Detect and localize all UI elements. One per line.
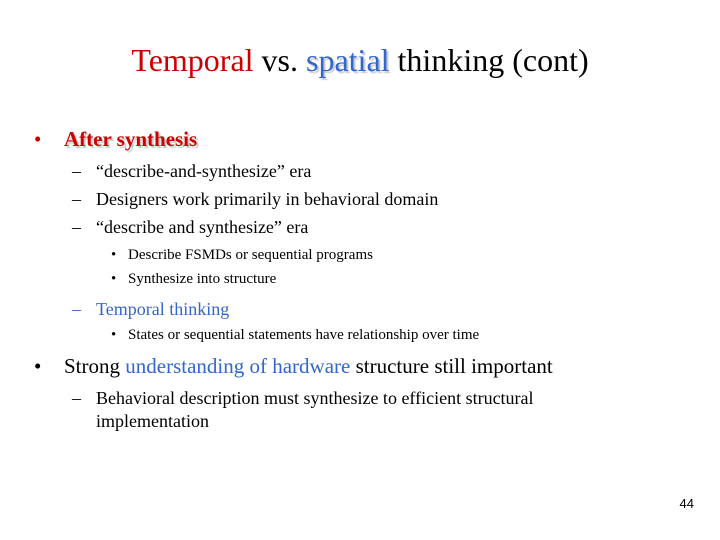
dash-marker: – [72,161,81,181]
dot-marker: • [111,271,117,287]
sub-sub-bullet-text: Synthesize into structure [128,271,277,287]
dot-marker: • [111,247,117,263]
sub-sub-bullet-text: States or sequential statements have relationship over time [128,327,480,343]
title-spatial: spatial [306,42,390,78]
sub-bullet-text: “describe and synthesize” era [96,217,309,237]
sub-bullet-text-line1: Behavioral description must synthesize to efficient structural [96,388,534,408]
bullet-marker: • [34,354,42,378]
dot-marker: • [111,327,117,343]
title-rest: thinking (cont) [389,42,589,78]
sub-bullet-text: Designers work primarily in behavioral domain [96,189,439,209]
bullet-marker: • [34,127,42,151]
slide-title [0,38,720,82]
page-number: 44 [679,496,694,511]
text-understanding-hardware: understanding of hardware [125,354,351,378]
sub-sub-bullet-text: Describe FSMDs or sequential programs [128,247,373,263]
dash-marker: – [72,299,81,319]
sub-bullet-text-line2: implementation [96,411,209,431]
sub-bullet-text: Temporal thinking [96,299,230,319]
text-structure-important: structure still important [350,354,553,378]
title-temporal: Temporal [131,42,254,78]
title-vs: vs. [253,42,306,78]
dash-marker: – [72,388,81,408]
bullet-text: After synthesis [64,127,198,151]
dash-marker: – [72,189,81,209]
dash-marker: – [72,217,81,237]
bullet-text [64,353,553,379]
text-strong: Strong [64,354,126,378]
sub-bullet-text: “describe-and-synthesize” era [96,161,312,181]
